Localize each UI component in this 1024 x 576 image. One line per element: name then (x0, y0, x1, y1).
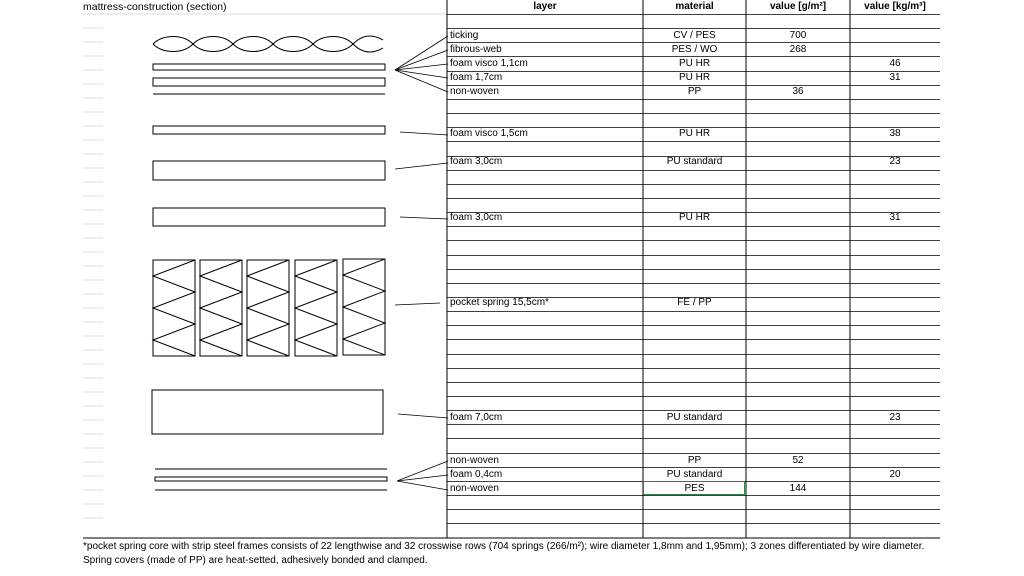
cell-material-4[interactable]: PP (687, 86, 702, 97)
spring-coil (343, 259, 385, 355)
spring-pocket (343, 259, 385, 355)
cell-layer-1[interactable]: fibrous-web (450, 44, 502, 55)
cell-material-10[interactable]: PP (687, 455, 702, 466)
cell-g-m2-12[interactable]: 144 (789, 483, 807, 494)
foam-30-hr-layer (153, 208, 385, 226)
cell-layer-5[interactable]: foam visco 1,5cm (450, 128, 528, 139)
cell-layer-0[interactable]: ticking (450, 30, 479, 41)
cell-layer-12[interactable]: non-woven (450, 483, 499, 494)
cell-kg-m3-7[interactable]: 31 (889, 212, 901, 223)
cell-material-12[interactable]: PES (684, 483, 705, 494)
header-material: material (675, 1, 714, 12)
spring-pocket (153, 260, 195, 356)
ticking-quilt-shape (153, 36, 383, 44)
cell-kg-m3-9[interactable]: 23 (889, 412, 901, 423)
foam-04-layer (155, 477, 387, 481)
cell-kg-m3-5[interactable]: 38 (889, 128, 901, 139)
sheet-title: mattress-construction (section) (83, 1, 227, 13)
cell-kg-m3-11[interactable]: 20 (889, 469, 901, 480)
spring-pocket (295, 260, 337, 356)
cell-g-m2-10[interactable]: 52 (792, 455, 804, 466)
cell-material-3[interactable]: PU HR (678, 72, 711, 83)
cell-material-9[interactable]: PU standard (666, 412, 723, 423)
header-value-g-m2: value [g/m²] (769, 1, 827, 12)
cell-material-1[interactable]: PES / WO (671, 44, 718, 55)
foam-30-layer (153, 161, 385, 180)
foam-visco-15-layer (153, 126, 385, 134)
spring-coil (295, 260, 337, 356)
spring-pocket (247, 260, 289, 356)
footnote: *pocket spring core with strip steel frames consists of 22 lengthwise and 32 crosswise rows (704 springs (266/m²); wire diameter 1,8mm and 1,95mm); 3 zones differentiated by wire diameter. Spring covers (made of PP) are heat-setted, adhesively bonded and clamped. (83, 541, 925, 566)
cell-material-7[interactable]: PU HR (678, 212, 711, 223)
cell-material-11[interactable]: PU standard (666, 469, 723, 480)
cell-layer-9[interactable]: foam 7,0cm (450, 412, 503, 423)
cell-kg-m3-3[interactable]: 31 (889, 72, 901, 83)
cell-layer-10[interactable]: non-woven (450, 455, 499, 466)
cell-g-m2-1[interactable]: 268 (789, 44, 807, 55)
cell-material-8[interactable]: FE / PP (677, 297, 712, 308)
header-value-kg-m3: value [kg/m³] (864, 1, 926, 12)
cell-material-5[interactable]: PU HR (678, 128, 711, 139)
cell-layer-11[interactable]: foam 0,4cm (450, 469, 503, 480)
cell-material-2[interactable]: PU HR (678, 58, 711, 69)
cell-g-m2-4[interactable]: 36 (792, 86, 804, 97)
cell-material-0[interactable]: CV / PES (673, 30, 716, 41)
cell-layer-2[interactable]: foam visco 1,1cm (450, 58, 528, 69)
foam-70-layer (152, 390, 383, 434)
spring-coil (153, 260, 195, 356)
spring-pocket (200, 260, 242, 356)
cell-kg-m3-2[interactable]: 46 (889, 58, 901, 69)
cell-layer-8[interactable]: pocket spring 15,5cm* (450, 297, 549, 308)
cell-layer-4[interactable]: non-woven (450, 86, 499, 97)
cell-layer-7[interactable]: foam 3,0cm (450, 212, 503, 223)
foam-visco-layer (153, 64, 385, 70)
cell-layer-6[interactable]: foam 3,0cm (450, 156, 503, 167)
mattress-layers (152, 36, 387, 490)
leader-lines (395, 36, 448, 490)
spring-coil (200, 260, 242, 356)
foam-layer-thin (153, 78, 385, 86)
faint-row-lines (83, 28, 103, 518)
cell-layer-3[interactable]: foam 1,7cm (450, 72, 503, 83)
header-layer: layer (533, 1, 557, 12)
spring-coil (247, 260, 289, 356)
pocket-springs (153, 259, 385, 356)
cell-kg-m3-6[interactable]: 23 (889, 156, 901, 167)
cell-material-6[interactable]: PU standard (666, 156, 723, 167)
active-cell-selection[interactable] (643, 481, 745, 495)
cell-g-m2-0[interactable]: 700 (789, 30, 807, 41)
